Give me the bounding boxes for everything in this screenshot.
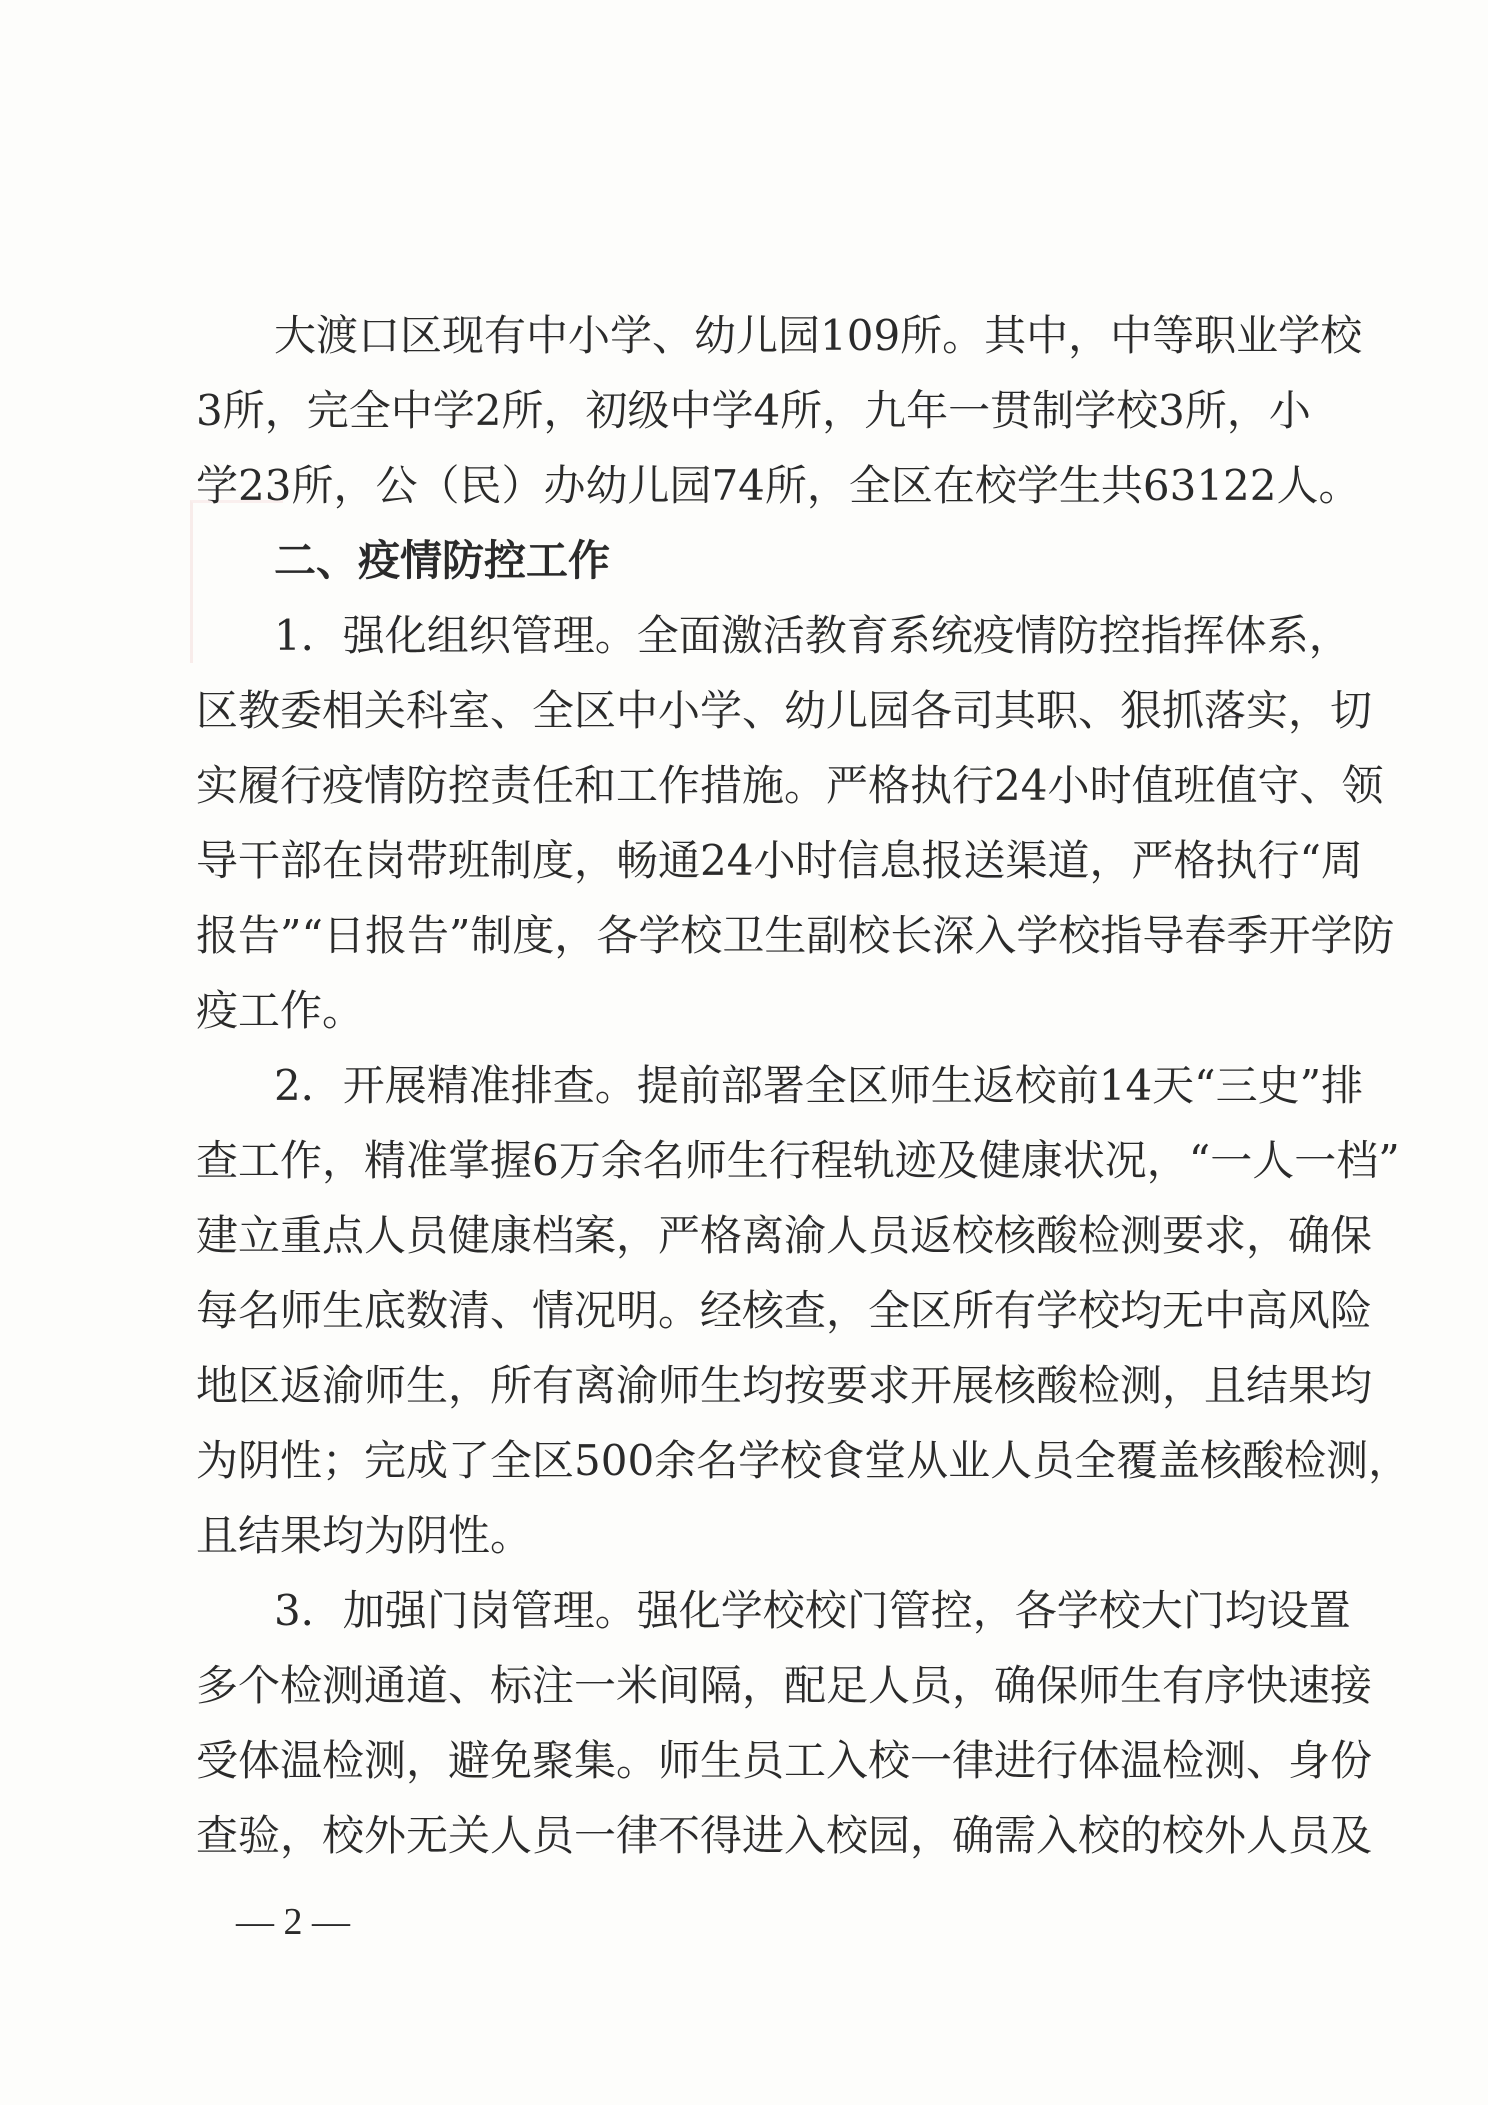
text-line: 查验，校外无关人员一律不得进入校园，确需入校的校外人员及 bbox=[196, 1811, 1373, 1860]
text-line: 2．开展精准排查。提前部署全区师生返校前14天“三史”排 bbox=[274, 1061, 1364, 1110]
text-line: 查工作，精准掌握6万余名师生行程轨迹及健康状况，“一人一档” bbox=[196, 1136, 1400, 1185]
document-body bbox=[196, 298, 1411, 1873]
text-line: 学23所，公（民）办幼儿园74所，全区在校学生共63122人。 bbox=[196, 461, 1361, 510]
text-line: 疫工作。 bbox=[196, 986, 365, 1035]
paragraph bbox=[196, 1573, 1373, 1873]
text-line: 3所，完全中学2所，初级中学4所，九年一贯制学校3所，小 bbox=[196, 386, 1311, 435]
text-line: 3．加强门岗管理。强化学校校门管控，各学校大门均设置 bbox=[274, 1586, 1351, 1635]
text-line: 大渡口区现有中小学、幼儿园109所。其中，中等职业学校 bbox=[274, 311, 1363, 360]
section-heading bbox=[196, 523, 1296, 598]
paragraph bbox=[196, 298, 1363, 523]
text-line: 建立重点人员健康档案，严格离渝人员返校核酸检测要求，确保 bbox=[196, 1211, 1373, 1260]
text-line: 区教委相关科室、全区中小学、幼儿园各司其职、狠抓落实，切 bbox=[196, 686, 1373, 735]
text-line: 且结果均为阴性。 bbox=[196, 1511, 533, 1560]
page-number: — 2 — bbox=[236, 1901, 350, 1943]
text-line: 报告”“日报告”制度，各学校卫生副校长深入学校指导春季开学防 bbox=[196, 911, 1395, 960]
text-line: 实履行疫情防控责任和工作措施。严格执行24小时值班值守、领 bbox=[196, 761, 1384, 810]
text-line: 导干部在岗带班制度，畅通24小时信息报送渠道，严格执行“周 bbox=[196, 836, 1363, 885]
text-line: 二、疫情防控工作 bbox=[274, 536, 611, 585]
text-line: 每名师生底数清、情况明。经核查，全区所有学校均无中高风险 bbox=[196, 1286, 1373, 1335]
text-line: 为阴性；完成了全区500余名学校食堂从业人员全覆盖核酸检测， bbox=[196, 1436, 1411, 1485]
text-line: 1．强化组织管理。全面激活教育系统疫情防控指挥体系， bbox=[274, 611, 1351, 660]
text-line: 地区返渝师生，所有离渝师生均按要求开展核酸检测，且结果均 bbox=[196, 1361, 1373, 1410]
text-line: 多个检测通道、标注一米间隔，配足人员，确保师生有序快速接 bbox=[196, 1661, 1373, 1710]
paragraph bbox=[196, 1048, 1411, 1573]
paragraph bbox=[196, 598, 1395, 1048]
text-line: 受体温检测，避免聚集。师生员工入校一律进行体温检测、身份 bbox=[196, 1736, 1373, 1785]
